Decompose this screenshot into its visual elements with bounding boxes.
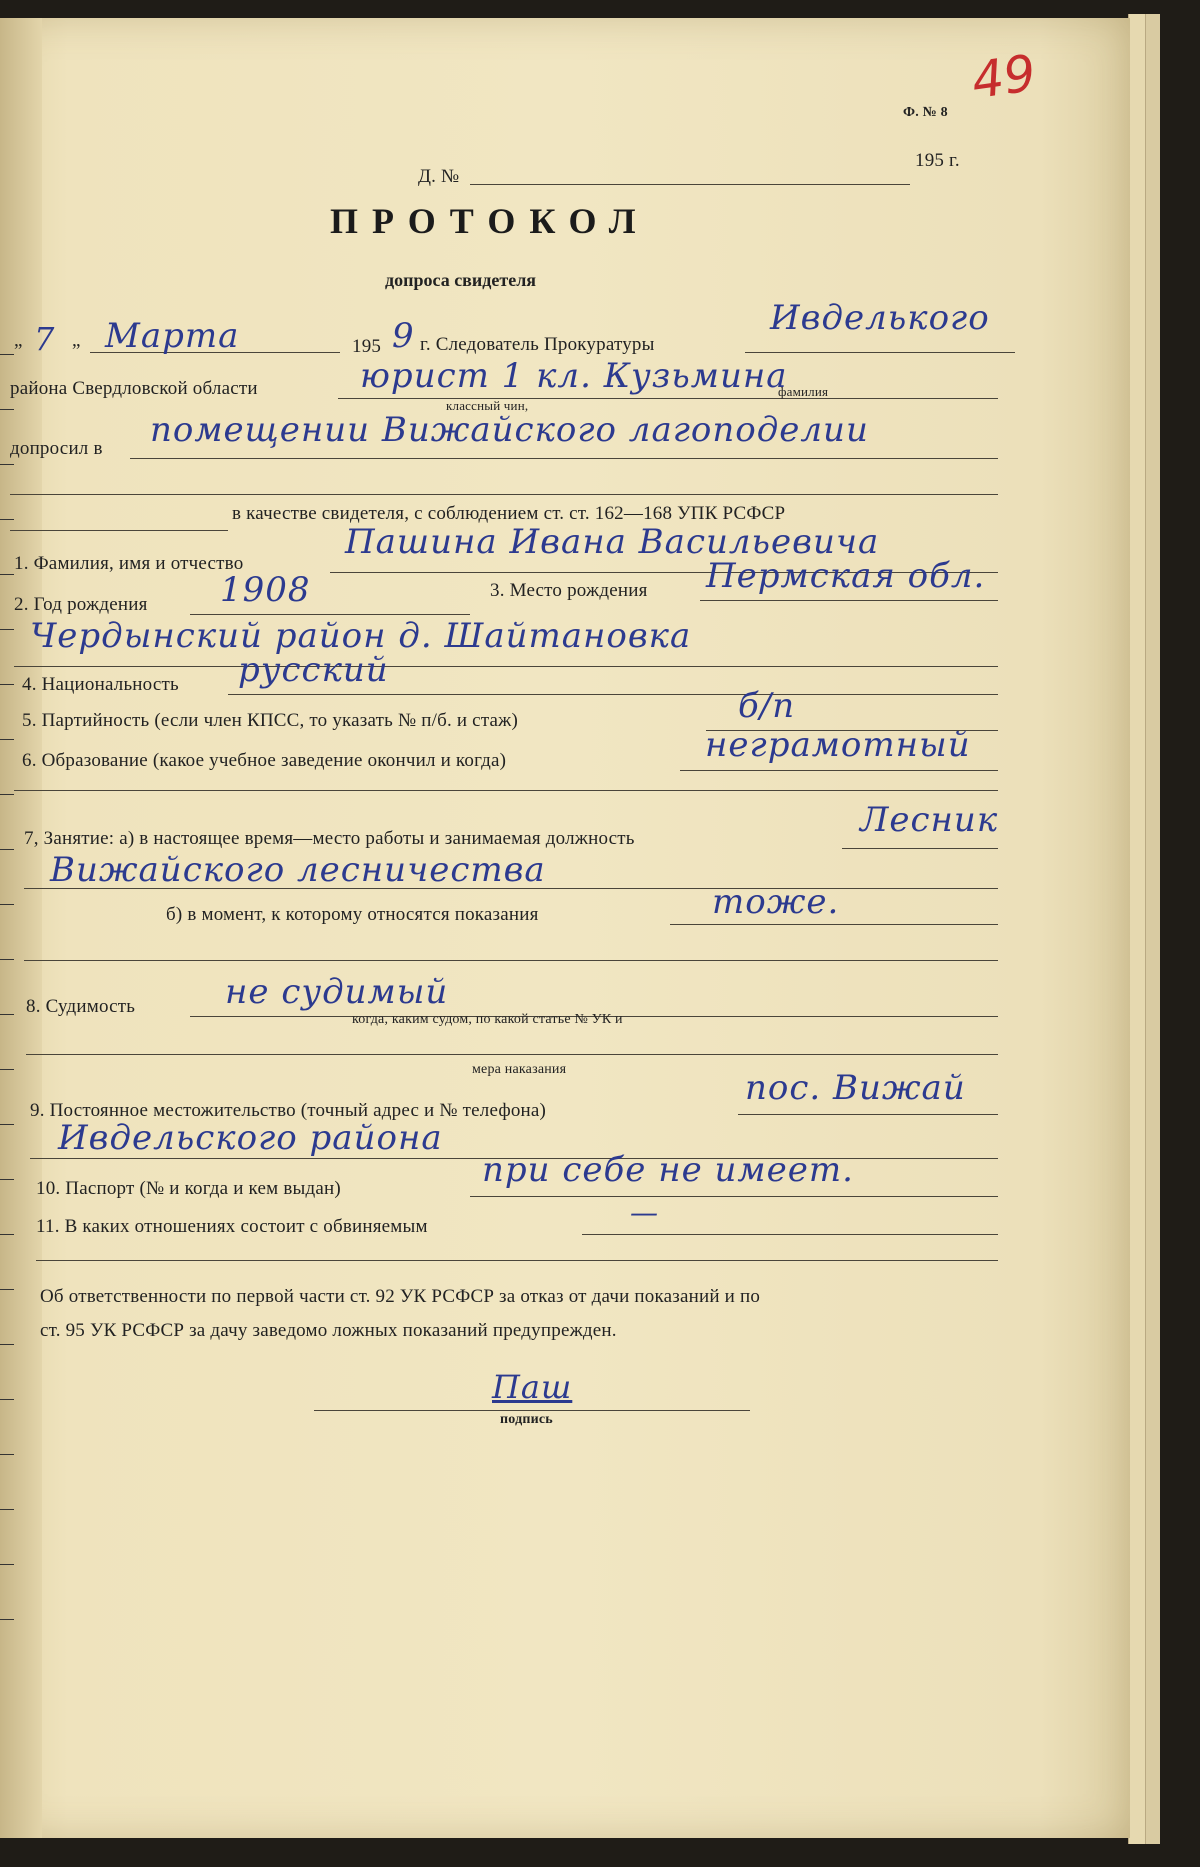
field-9-line [738, 1114, 998, 1115]
date-day: 7 [34, 320, 56, 358]
field-11-label: 11. В каких отношениях состоит с обвиняемым [36, 1216, 428, 1237]
field-4-value: русский [238, 650, 389, 690]
blank-line [14, 790, 998, 791]
blank-line [26, 1054, 998, 1055]
field-7b-line [670, 924, 998, 925]
field-9-value-2: Ивдельского района [58, 1118, 443, 1158]
field-10-value: при себе не имеет. [482, 1150, 854, 1190]
page-edge [1145, 14, 1160, 1844]
binding-ticks [0, 300, 14, 1700]
interrogation-place: помещении Вижайского лагоподелии [150, 410, 869, 450]
investigator-line [338, 398, 998, 399]
field-8-value: не судимый [225, 972, 449, 1012]
field-5-value: б/п [738, 686, 796, 726]
witness-clause: в качестве свидетеля, с соблюдением ст. ст. 162—168 УПК РСФСР [232, 503, 786, 524]
field-7b-label: б) в момент, к которому относятся показания [166, 904, 539, 925]
form-number: Ф. № 8 [903, 105, 948, 120]
field-7b-value: тоже. [712, 882, 840, 922]
prosecutor-district: Ивделького [770, 298, 990, 338]
field-11-line [582, 1234, 998, 1235]
date-day-close-quote: „ [72, 330, 81, 351]
investigator-name: юрист 1 кл. Кузьмина [360, 356, 788, 396]
field-7-value: Лесник [860, 800, 999, 840]
prosecutor-line [745, 352, 1015, 353]
warning-line-2: ст. 95 УК РСФСР за дачу заведомо ложных показаний предупрежден. [40, 1320, 617, 1341]
blank-line [36, 1260, 998, 1261]
signature-line [314, 1410, 750, 1411]
surname-caption: фамилия [778, 384, 829, 399]
date-year-digit: 9 [392, 316, 415, 356]
document-page [0, 18, 1130, 1838]
date-year-prefix: 195 [352, 336, 382, 357]
signature-value: Паш [492, 1368, 573, 1406]
region-label: района Свердловской области [10, 378, 258, 399]
case-year: 195 г. [915, 150, 960, 171]
field-4-line [228, 694, 998, 695]
signature-caption: подпись [500, 1412, 553, 1427]
field-3-line [700, 600, 998, 601]
field-1-label: 1. Фамилия, имя и отчество [14, 553, 244, 574]
date-day-open-quote: „ [14, 330, 23, 351]
field-11-value: — [630, 1196, 659, 1229]
field-6-value: неграмотный [705, 725, 971, 765]
field-4-label: 4. Национальность [22, 674, 179, 695]
page-number: 49 [968, 43, 1040, 111]
field-2-line [190, 614, 470, 615]
field-6-line [680, 770, 998, 771]
field-9-label: 9. Постоянное местожительство (точный адрес и № телефона) [30, 1100, 547, 1121]
field-1-value: Пашина Ивана Васильевича [345, 522, 880, 562]
interrogated-label: допросил в [10, 438, 103, 459]
field-5-label: 5. Партийность (если член КПСС, то указать № п/б. и стаж) [22, 710, 519, 731]
field-9-value: пос. Вижай [745, 1068, 966, 1108]
field-3-value: Пермская обл. [706, 556, 986, 596]
field-3-line-2 [14, 666, 998, 667]
rank-caption: классный чин, [446, 398, 529, 413]
field-7-label: 7, Занятие: а) в настоящее время—место работы и занимаемая должность [24, 828, 635, 849]
field-3-label: 3. Место рождения [490, 580, 648, 601]
field-8-caption: когда, каким судом, по какой статье № УК и [352, 1012, 623, 1027]
case-number-label: Д. № [418, 166, 460, 187]
case-number-line [470, 184, 910, 185]
field-7-value-2: Вижайского лесничества [50, 850, 546, 890]
date-month: Марта [105, 316, 240, 356]
field-2-label: 2. Год рождения [14, 594, 148, 615]
field-6-label: 6. Образование (какое учебное заведение окончил и когда) [22, 750, 507, 771]
blank-line [10, 494, 998, 495]
investigator-label: г. Следователь Прокуратуры [420, 334, 655, 355]
field-8-label: 8. Судимость [26, 996, 136, 1017]
witness-line [10, 530, 228, 531]
warning-line-1: Об ответственности по первой части ст. 92 УК РСФСР за отказ от дачи показаний и по [40, 1286, 761, 1307]
page-subtitle: допроса свидетеля [385, 270, 537, 290]
field-10-line [470, 1196, 998, 1197]
blank-line [24, 960, 998, 961]
field-8-caption-2: мера наказания [472, 1062, 567, 1077]
field-10-label: 10. Паспорт (№ и когда и кем выдан) [36, 1178, 341, 1199]
place-line [130, 458, 998, 459]
field-3-value-2: Чердынский район д. Шайтановка [30, 616, 692, 656]
field-2-value: 1908 [220, 570, 311, 610]
page-title: ПРОТОКОЛ [330, 201, 650, 241]
field-7-line [842, 848, 998, 849]
